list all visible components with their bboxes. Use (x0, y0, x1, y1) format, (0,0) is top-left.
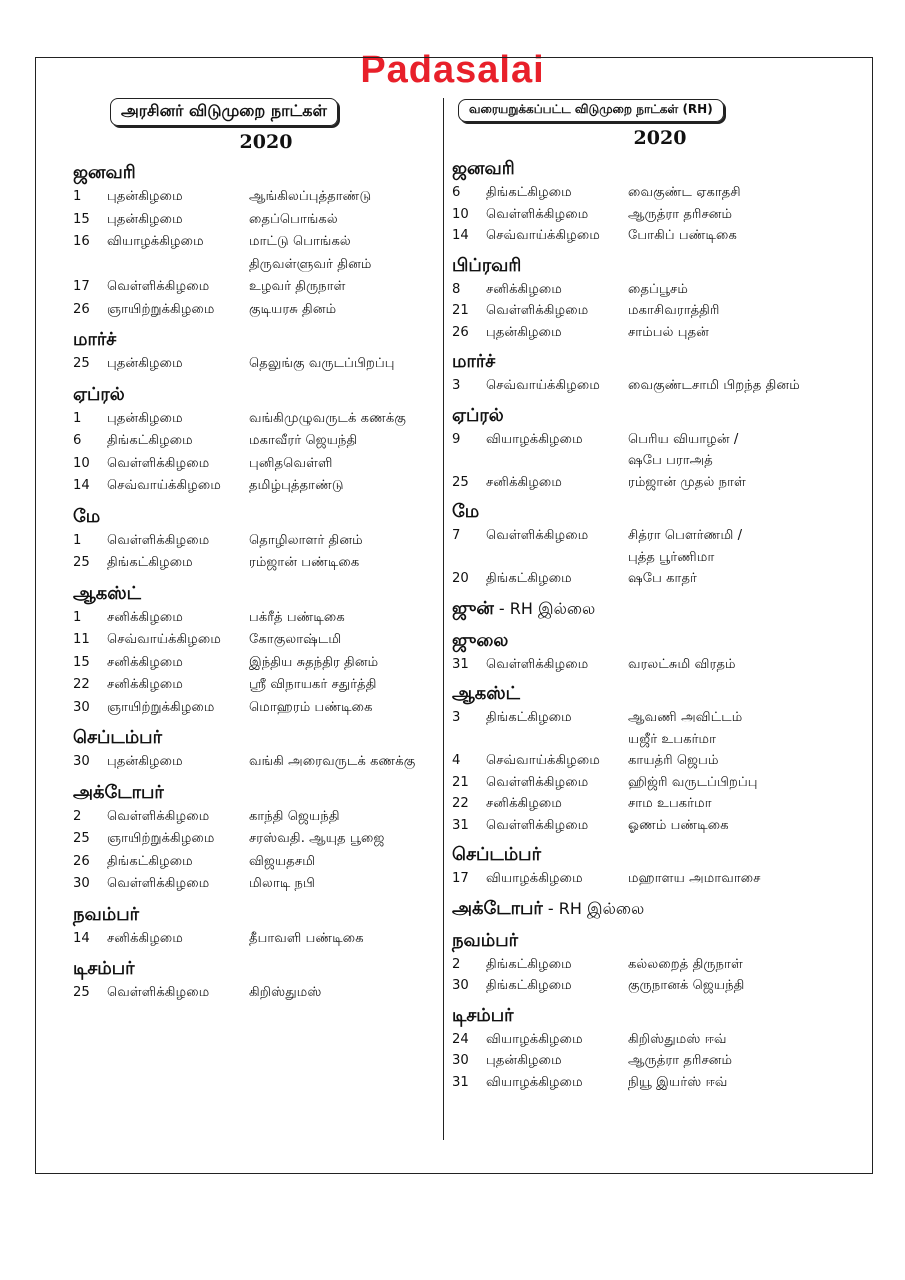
month-name: ஜனவரி (73, 162, 136, 183)
holiday-weekday: வெள்ளிக்கிழமை (107, 876, 210, 891)
holiday-name-line: கல்லறைத் திருநாள் (628, 956, 743, 972)
holiday-name-line: கிறிஸ்துமஸ் ஈவ் (628, 1031, 727, 1047)
holiday-weekday: திங்கட்கிழமை (486, 978, 572, 993)
holiday-date: 25 (73, 356, 90, 371)
holiday-date: 6 (452, 185, 461, 200)
month-heading (73, 504, 439, 530)
holiday-date: 30 (452, 1053, 469, 1068)
holiday-weekday: வியாழக்கிழமை (486, 431, 583, 447)
holiday-date: 17 (73, 279, 90, 294)
holiday-row (73, 751, 439, 774)
holiday-name-line: புனிதவெள்ளி (249, 455, 333, 471)
month-heading (452, 928, 868, 954)
holiday-date: 14 (452, 228, 469, 243)
holiday-name (628, 322, 868, 344)
holiday-date: 2 (452, 956, 461, 972)
holiday-row (73, 353, 439, 376)
month-name: நவம்பர் (452, 929, 519, 951)
holiday-name (249, 629, 439, 652)
holiday-row (73, 652, 439, 675)
holiday-weekday: வெள்ளிக்கிழமை (107, 985, 210, 1000)
holiday-row (452, 279, 868, 301)
holiday-name (628, 182, 868, 204)
holiday-name (249, 231, 439, 276)
holiday-row (452, 654, 868, 676)
holiday-name (249, 928, 439, 951)
holiday-name (628, 868, 868, 890)
holiday-date: 22 (73, 677, 90, 692)
holiday-row (452, 472, 868, 494)
holiday-name-line: மிலாடி நபி (249, 876, 315, 891)
month-name: டிசம்பர் (452, 1004, 514, 1026)
holiday-date: 25 (73, 831, 90, 846)
holiday-name-line: ரம்ஜான் முதல் நாள் (628, 474, 746, 490)
restricted-holidays-list (452, 156, 868, 1093)
holiday-row (452, 322, 868, 344)
holiday-date: 15 (73, 211, 90, 227)
month-heading (452, 842, 868, 868)
holiday-name (628, 525, 868, 568)
holiday-name (249, 408, 439, 431)
government-holidays-list (73, 160, 439, 1005)
holiday-name-line: தைப்பூசம் (628, 281, 688, 297)
holiday-name (628, 707, 868, 750)
month-name: நவம்பர் (73, 903, 140, 925)
holiday-date: 30 (73, 876, 90, 891)
month-name: ஆகஸ்ட் (73, 582, 141, 604)
holiday-date: 26 (73, 853, 90, 869)
holiday-name (628, 300, 868, 322)
month-name: ஏப்ரல் (452, 404, 504, 426)
holiday-date: 25 (73, 555, 90, 570)
holiday-name (249, 828, 439, 851)
month-heading (452, 896, 868, 922)
holiday-weekday: திங்கட்கிழமை (107, 853, 193, 869)
holiday-row (452, 1072, 868, 1094)
holiday-name (249, 530, 439, 553)
holiday-row (73, 408, 439, 431)
holiday-name (628, 204, 868, 226)
holiday-date: 3 (452, 378, 461, 393)
holiday-name (249, 299, 439, 322)
holiday-name (628, 472, 868, 494)
holiday-name-line: காந்தி ஜெயந்தி (249, 808, 340, 824)
holiday-date: 25 (73, 985, 90, 1000)
holiday-name (628, 429, 868, 472)
holiday-weekday: புதன்கிழமை (107, 211, 183, 227)
holiday-name (249, 353, 439, 376)
month-name: மே (452, 501, 480, 522)
holiday-name-line: வைகுண்ட ஏகாதசி (628, 185, 741, 200)
holiday-name-line: ஆவணி அவிட்டம் (628, 710, 743, 725)
holiday-name (249, 430, 439, 453)
restricted-holidays-year: 2020 (633, 127, 687, 149)
holiday-name (628, 225, 868, 247)
government-holidays-heading: அரசினர் விடுமுறை நாட்கள் (110, 98, 338, 126)
holiday-weekday: திங்கட்கிழமை (486, 571, 572, 586)
holiday-date: 24 (452, 1031, 469, 1047)
month-note: - RH இல்லை (542, 898, 645, 918)
government-holidays-year: 2020 (239, 131, 293, 153)
month-name: பிப்ரவரி (452, 254, 522, 276)
holiday-weekday: புதன்கிழமை (107, 410, 183, 426)
holiday-name (249, 751, 439, 774)
holiday-name-line: ஷபே காதர் (628, 571, 697, 586)
month-name: ஜுன் (452, 597, 494, 619)
holiday-date: 16 (73, 234, 90, 249)
holiday-date: 1 (73, 532, 82, 548)
month-heading (73, 956, 439, 982)
holiday-name-line: யஜீர் உபகர்மா (628, 731, 717, 747)
holiday-weekday: வெள்ளிக்கிழமை (486, 774, 589, 790)
month-heading (452, 349, 868, 375)
holiday-weekday: செவ்வாய்க்கிழமை (107, 632, 221, 647)
holiday-name (628, 815, 868, 837)
holiday-name-line: நியூ இயர்ஸ் ஈவ் (628, 1074, 728, 1090)
holiday-row (452, 182, 868, 204)
holiday-name-line: விஜயதசமி (249, 853, 316, 869)
month-heading (452, 403, 868, 429)
holiday-name (249, 697, 439, 720)
holiday-name-line: ஆருத்ரா தரிசனம் (628, 1053, 733, 1068)
holiday-weekday: வியாழக்கிழமை (107, 234, 204, 249)
holiday-date: 10 (452, 206, 469, 222)
holiday-name-line: திருவள்ளுவர் தினம் (249, 256, 372, 272)
holiday-name-line: பக்ரீத் பண்டிகை (249, 609, 345, 625)
holiday-row (452, 568, 868, 590)
holiday-name (628, 772, 868, 794)
holiday-row (73, 276, 439, 299)
month-heading (73, 780, 439, 806)
holiday-date: 20 (452, 571, 469, 586)
holiday-name-line: வங்கி அரைவருடக் கணக்கு (249, 754, 416, 769)
holiday-weekday: புதன்கிழமை (107, 754, 183, 769)
holiday-weekday: வெள்ளிக்கிழமை (107, 532, 210, 548)
holiday-weekday: வெள்ளிக்கிழமை (486, 817, 589, 833)
holiday-name-line: ஹிஜ்ரி வருடப்பிறப்பு (628, 774, 758, 790)
holiday-weekday: சனிக்கிழமை (107, 930, 184, 946)
holiday-date: 15 (73, 654, 90, 670)
holiday-weekday: புதன்கிழமை (486, 324, 562, 340)
month-heading (452, 253, 868, 279)
holiday-name-line: காயத்ரி ஜெபம் (628, 753, 719, 768)
month-name: டிசம்பர் (73, 958, 135, 979)
holiday-name (628, 1029, 868, 1051)
month-name: மார்ச் (452, 351, 496, 372)
holiday-name-line: மகாசிவராத்திரி (628, 303, 720, 318)
holiday-name (249, 652, 439, 675)
holiday-weekday: வெள்ளிக்கிழமை (107, 808, 210, 824)
holiday-weekday: சனிக்கிழமை (107, 654, 184, 670)
holiday-name-line: பெரிய வியாழன் / (628, 431, 739, 447)
holiday-weekday: வெள்ளிக்கிழமை (486, 206, 589, 222)
column-divider (443, 98, 444, 1140)
holiday-weekday: வியாழக்கிழமை (486, 1031, 583, 1047)
holiday-name (249, 475, 439, 498)
month-name: மார்ச் (73, 329, 117, 350)
month-heading (73, 327, 439, 353)
holiday-name-line: புத்த பூர்ணிமா (628, 549, 715, 565)
holiday-row (73, 552, 439, 575)
holiday-date: 21 (452, 303, 469, 318)
holiday-row (452, 868, 868, 890)
holiday-row (452, 1029, 868, 1051)
holiday-row (73, 475, 439, 498)
government-holidays-column (73, 98, 439, 1005)
holiday-name (249, 552, 439, 575)
holiday-name (249, 276, 439, 299)
restricted-holidays-column (452, 98, 868, 1093)
holiday-row (452, 375, 868, 397)
holiday-name-line: குடியரசு தினம் (249, 301, 337, 317)
month-name: ஆகஸ்ட் (452, 683, 520, 704)
holiday-name (628, 954, 868, 976)
holiday-weekday: செவ்வாய்க்கிழமை (107, 478, 221, 493)
holiday-name (628, 750, 868, 772)
holiday-name-line: உழவர் திருநாள் (249, 279, 346, 294)
holiday-name-line: வரலட்சுமி விரதம் (628, 656, 736, 672)
holiday-date: 1 (73, 189, 82, 204)
holiday-name-line: தெலுங்கு வருடப்பிறப்பு (249, 356, 395, 371)
holiday-row (73, 430, 439, 453)
month-heading (73, 581, 439, 607)
holiday-row (73, 299, 439, 322)
holiday-name-line: மகாவீரர் ஜெயந்தி (249, 433, 358, 448)
holiday-row (452, 815, 868, 837)
holiday-name (249, 607, 439, 630)
holiday-weekday: சனிக்கிழமை (486, 796, 563, 811)
month-name: செப்டம்பர் (452, 844, 541, 865)
holiday-date: 9 (452, 431, 461, 447)
holiday-weekday: திங்கட்கிழமை (486, 710, 572, 725)
holiday-weekday: சனிக்கிழமை (107, 609, 184, 625)
month-heading (73, 382, 439, 408)
holiday-row (452, 429, 868, 472)
holiday-row (73, 873, 439, 896)
month-heading (73, 160, 439, 186)
holiday-weekday: ஞாயிற்றுக்கிழமை (107, 831, 215, 846)
holiday-weekday: புதன்கிழமை (486, 1053, 562, 1068)
holiday-row (452, 225, 868, 247)
holiday-weekday: வெள்ளிக்கிழமை (486, 656, 589, 672)
holiday-name-line: வைகுண்டசாமி பிறந்த தினம் (628, 378, 800, 393)
holiday-weekday: திங்கட்கிழமை (107, 555, 193, 570)
month-name: அக்டோபர் (452, 897, 543, 919)
holiday-weekday: ஞாயிற்றுக்கிழமை (107, 301, 215, 317)
holiday-date: 31 (452, 656, 469, 672)
month-heading (73, 902, 439, 928)
month-heading (452, 628, 868, 654)
holiday-name (249, 806, 439, 829)
holiday-name-line: தொழிலாளர் தினம் (249, 532, 363, 548)
holiday-row (452, 204, 868, 226)
holiday-date: 22 (452, 796, 469, 811)
holiday-name-line: மொஹரம் பண்டிகை (249, 699, 373, 715)
holiday-date: 1 (73, 609, 82, 625)
holiday-name-line: மாட்டு பொங்கல் (249, 234, 351, 249)
holiday-name-line: போகிப் பண்டிகை (628, 228, 737, 243)
holiday-date: 11 (73, 632, 90, 647)
holiday-name-line: ஆங்கிலப்புத்தாண்டு (249, 189, 372, 204)
holiday-date: 25 (452, 474, 469, 490)
holiday-date: 14 (73, 930, 90, 946)
holiday-name-line: தீபாவளி பண்டிகை (249, 930, 364, 946)
holiday-date: 31 (452, 817, 469, 833)
month-name: ஜுலை (452, 629, 509, 651)
holiday-date: 6 (73, 433, 82, 448)
holiday-weekday: வெள்ளிக்கிழமை (486, 303, 589, 318)
holiday-date: 30 (452, 978, 469, 993)
holiday-name (628, 1072, 868, 1094)
holiday-weekday: புதன்கிழமை (107, 189, 183, 204)
holiday-weekday: சனிக்கிழமை (486, 474, 563, 490)
holiday-name (249, 186, 439, 209)
holiday-weekday: செவ்வாய்க்கிழமை (486, 378, 600, 393)
holiday-name (249, 674, 439, 697)
holiday-row (73, 674, 439, 697)
holiday-name-line: ஓணம் பண்டிகை (628, 817, 729, 833)
month-heading (452, 499, 868, 525)
holiday-name-line: ஷபே பராஅத் (628, 453, 713, 468)
holiday-date: 14 (73, 478, 90, 493)
holiday-name (249, 453, 439, 476)
holiday-row (452, 750, 868, 772)
month-heading (73, 725, 439, 751)
month-note: - RH இல்லை (493, 598, 596, 618)
holiday-date: 2 (73, 808, 82, 824)
holiday-name (628, 975, 868, 997)
restricted-holidays-heading: வரையறுக்கப்பட்ட விடுமுறை நாட்கள் (RH) (458, 99, 724, 122)
month-name: ஜனவரி (452, 158, 515, 179)
holiday-date: 26 (452, 324, 469, 340)
holiday-name (628, 375, 868, 397)
holiday-row (73, 697, 439, 720)
holiday-date: 1 (73, 410, 82, 426)
month-heading (452, 156, 868, 182)
holiday-name-line: சாம்பல் புதன் (628, 324, 709, 340)
holiday-date: 4 (452, 753, 461, 768)
holiday-weekday: சனிக்கிழமை (486, 281, 563, 297)
holiday-name (628, 568, 868, 590)
holiday-row (73, 530, 439, 553)
holiday-name (249, 873, 439, 896)
holiday-name-line: வங்கிமுழுவருடக் கணக்கு (249, 410, 406, 426)
holiday-weekday: செவ்வாய்க்கிழமை (486, 228, 600, 243)
holiday-name-line: கிறிஸ்துமஸ் (249, 985, 322, 1000)
holiday-name-line: சித்ரா பௌர்ணமி / (628, 528, 743, 543)
holiday-name-line: குருநானக் ஜெயந்தி (628, 978, 745, 993)
holiday-weekday: வெள்ளிக்கிழமை (486, 528, 589, 543)
holiday-row (452, 954, 868, 976)
holiday-row (452, 793, 868, 815)
holiday-row (73, 982, 439, 1005)
holiday-row (73, 453, 439, 476)
holiday-date: 21 (452, 774, 469, 790)
holiday-weekday: திங்கட்கிழமை (486, 185, 572, 200)
holiday-name-line: தைப்பொங்கல் (249, 211, 338, 227)
holiday-date: 31 (452, 1074, 469, 1090)
holiday-date: 30 (73, 754, 90, 769)
month-name: ஏப்ரல் (73, 383, 125, 405)
holiday-name-line: ரம்ஜான் பண்டிகை (249, 555, 360, 570)
holiday-weekday: சனிக்கிழமை (107, 677, 184, 692)
holiday-row (452, 1050, 868, 1072)
holiday-weekday: செவ்வாய்க்கிழமை (486, 753, 600, 768)
holiday-row (73, 828, 439, 851)
month-name: அக்டோபர் (73, 781, 164, 803)
holiday-row (452, 525, 868, 568)
holiday-date: 26 (73, 301, 90, 317)
holiday-weekday: திங்கட்கிழமை (486, 956, 572, 972)
holiday-date: 30 (73, 699, 90, 715)
holiday-row (73, 928, 439, 951)
holiday-name (628, 793, 868, 815)
holiday-row (73, 209, 439, 232)
holiday-weekday: வெள்ளிக்கிழமை (107, 455, 210, 471)
month-name: செப்டம்பர் (73, 727, 162, 748)
holiday-row (73, 607, 439, 630)
holiday-name-line: இந்திய சுதந்திர தினம் (249, 654, 379, 670)
holiday-name-line: சரஸ்வதி. ஆயுத பூஜை (249, 831, 385, 846)
holiday-weekday: வியாழக்கிழமை (486, 1074, 583, 1090)
holiday-row (73, 186, 439, 209)
holiday-date: 10 (73, 455, 90, 471)
holiday-weekday: வியாழக்கிழமை (486, 871, 583, 886)
holiday-name-line: ஸ்ரீ விநாயகர் சதுர்த்தி (249, 677, 377, 692)
holiday-name (249, 851, 439, 874)
holiday-row (73, 851, 439, 874)
holiday-name (628, 279, 868, 301)
month-name: மே (73, 505, 101, 527)
holiday-date: 8 (452, 281, 461, 297)
holiday-name (628, 1050, 868, 1072)
holiday-weekday: வெள்ளிக்கிழமை (107, 279, 210, 294)
holiday-date: 17 (452, 871, 469, 886)
holiday-name-line: தமிழ்புத்தாண்டு (249, 478, 344, 493)
holiday-weekday: திங்கட்கிழமை (107, 433, 193, 448)
holiday-name-line: ஆருத்ரா தரிசனம் (628, 206, 733, 222)
holiday-name-line: மஹாளய அமாவாசை (628, 871, 761, 886)
holiday-weekday: ஞாயிற்றுக்கிழமை (107, 699, 215, 715)
holiday-row (452, 707, 868, 750)
month-heading (452, 596, 868, 622)
brand-watermark: Padasalai (360, 49, 545, 91)
holiday-row (452, 975, 868, 997)
holiday-name-line: கோகுலாஷ்டமி (249, 632, 342, 647)
holiday-date: 3 (452, 710, 461, 725)
holiday-name-line: சாம உபகர்மா (628, 796, 712, 811)
holiday-name (249, 982, 439, 1005)
holiday-date: 7 (452, 528, 461, 543)
holiday-name (628, 654, 868, 676)
holiday-weekday: புதன்கிழமை (107, 356, 183, 371)
holiday-row (73, 806, 439, 829)
holiday-row (452, 772, 868, 794)
holiday-row (452, 300, 868, 322)
month-heading (452, 1003, 868, 1029)
holiday-row (73, 629, 439, 652)
month-heading (452, 681, 868, 707)
holiday-name (249, 209, 439, 232)
holiday-row (73, 231, 439, 276)
